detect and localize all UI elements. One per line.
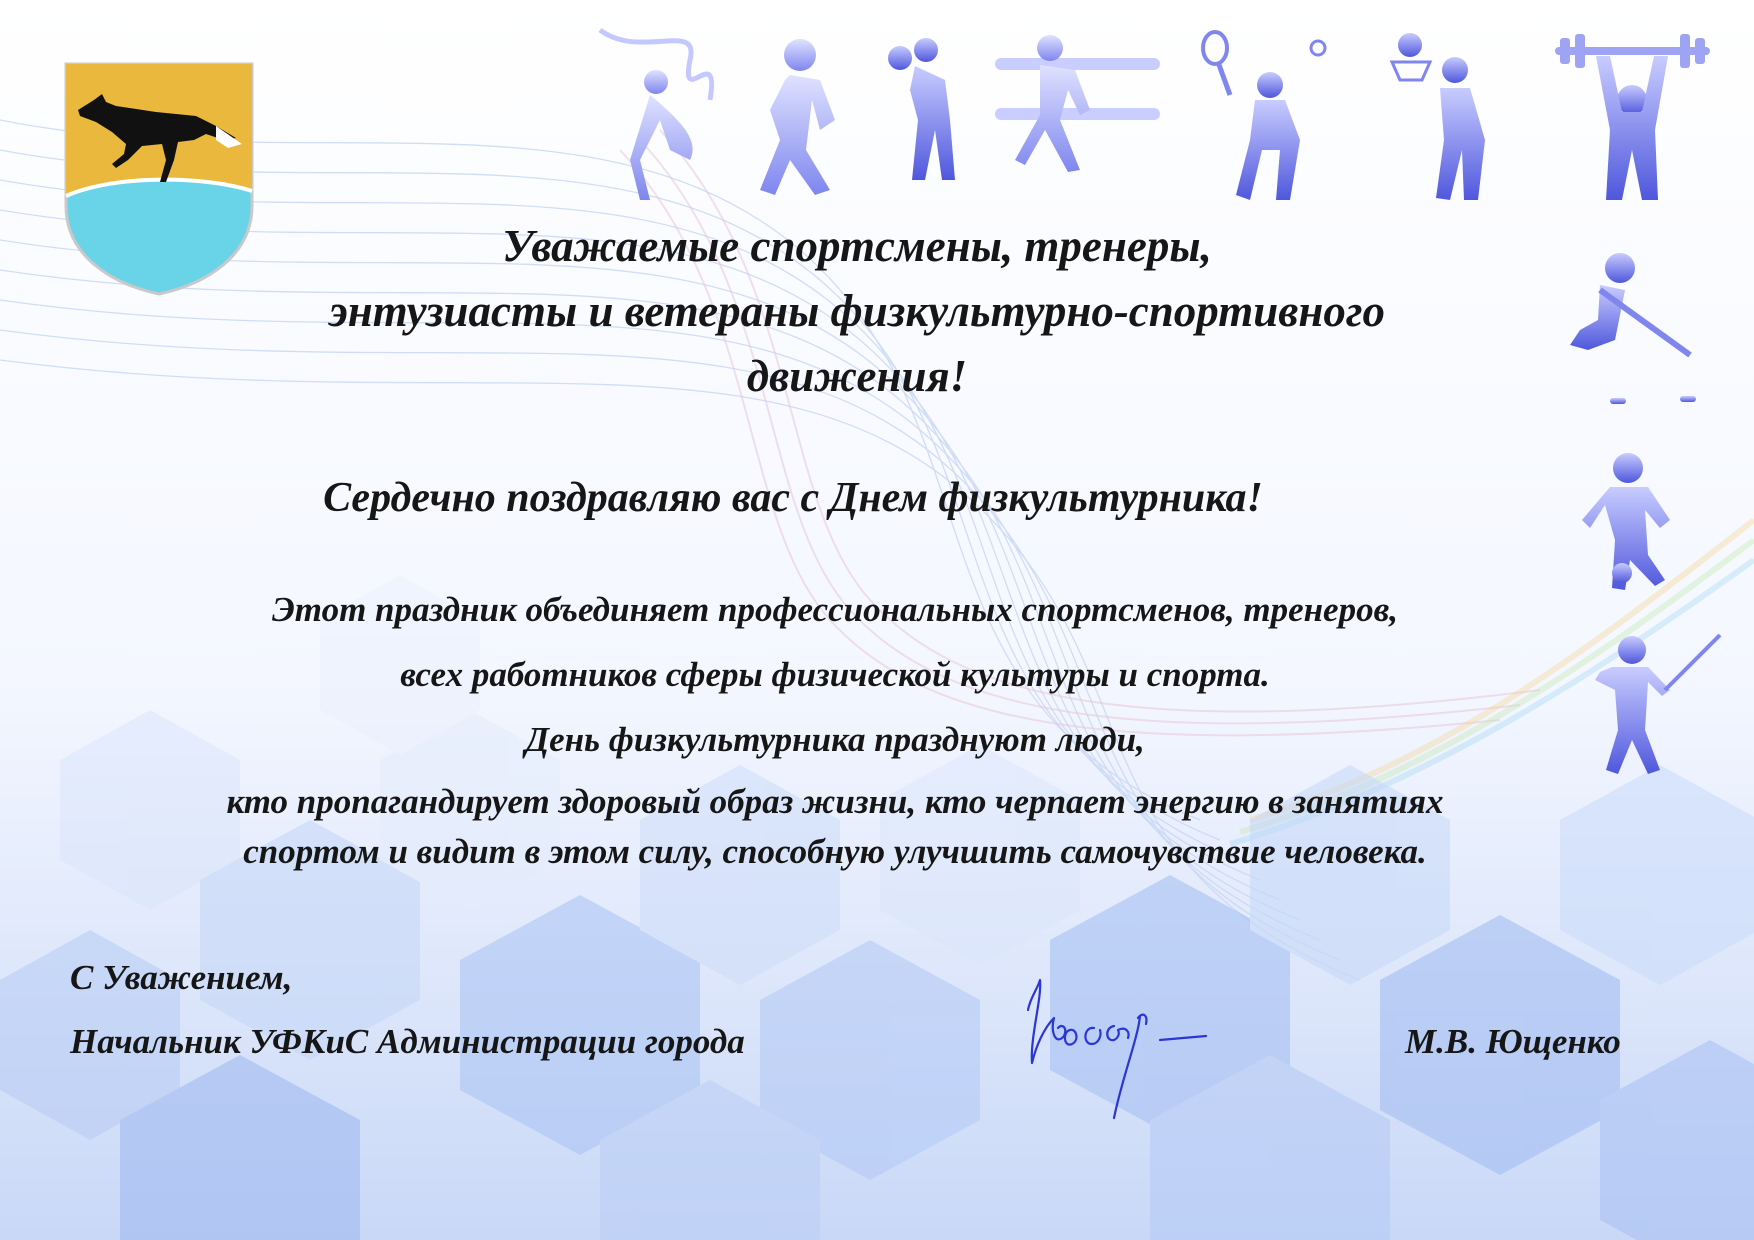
- gymnast-ribbon-icon: [600, 30, 712, 200]
- greeting-line-1: Уважаемые спортсмены, тренеры,: [502, 221, 1212, 271]
- hurdles-icon: [995, 35, 1160, 172]
- body-line-1: Этот праздник объединяет профессиональных спортсменов, тренеров,: [272, 590, 1398, 629]
- boxer-icon: [888, 38, 955, 180]
- congrats-line: Сердечно поздравляю вас с Днем физкультурника!: [323, 475, 1263, 521]
- body-line-2: всех работников сферы физической культуры и спорта.: [400, 655, 1270, 694]
- closing-name: М.В. Ющенко: [1405, 1022, 1621, 1061]
- weightlifter-icon: [1555, 34, 1710, 200]
- greeting-line-3: движения!: [746, 351, 968, 401]
- runner-icon: [760, 39, 835, 195]
- tennis-icon: [1203, 32, 1325, 200]
- greeting-line-2: энтузиасты и ветераны физкультурно-спортивного: [329, 286, 1385, 336]
- closing-regards: С Уважением,: [70, 958, 293, 997]
- body-line-4: кто пропагандирует здоровый образ жизни, кто черпает энергию в занятиях: [226, 782, 1444, 821]
- body-line-3: День физкультурника празднуют люди,: [525, 720, 1145, 759]
- signature: [1010, 968, 1230, 1138]
- basketball-icon: [1392, 33, 1485, 200]
- body-line-5: спортом и видит в этом силу, способную улучшить самочувствие человека.: [243, 832, 1427, 871]
- closing-position: Начальник УФКиС Администрации города: [70, 1022, 745, 1061]
